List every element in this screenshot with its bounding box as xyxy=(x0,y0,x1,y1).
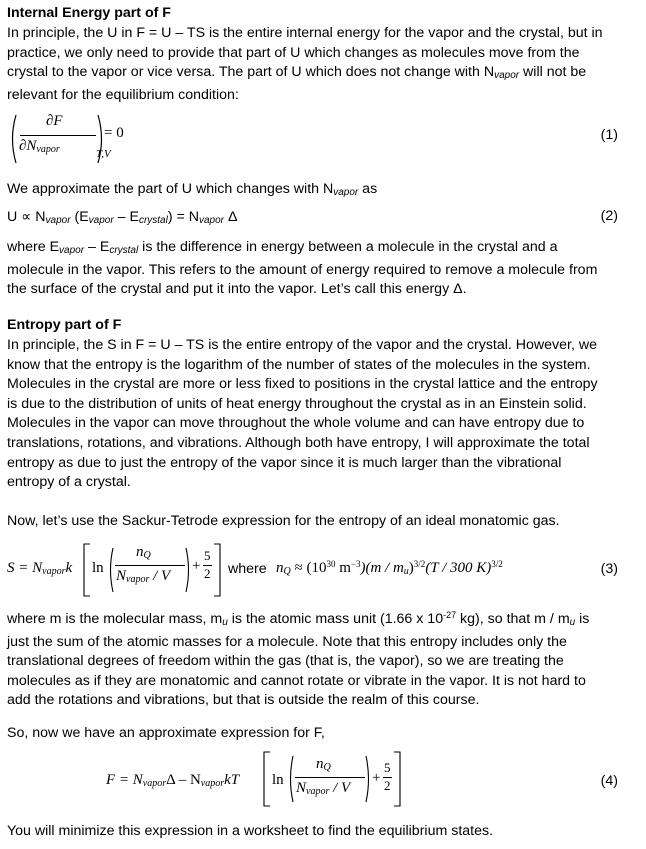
eq1-rhs: = 0 xyxy=(104,125,124,141)
entropy-paragraph xyxy=(7,336,639,493)
approx-line: We approximate the part of U which changes with $N_{vapor}$ as xyxy=(7,181,378,198)
text-line: add the rotations and vibrations, but that is outside the realm of this course. xyxy=(7,692,480,709)
eq3-lhs: $S = N_{vapor}k$ xyxy=(7,560,73,577)
eq1-numerator: ∂F xyxy=(46,113,63,129)
eq4-lhs: $F = N_{vapor}\Delta - N_{vapor}kT$ xyxy=(106,772,240,789)
text-line: the surface of the crystal and put it into the vapor. Let’s call this energy Δ. xyxy=(7,281,467,298)
text-line: know that the entropy is the logarithm of the number of states of the molecules in the system. xyxy=(7,356,591,373)
section-heading-internal-energy: Internal Energy part of F xyxy=(7,5,171,21)
eq4-fraction-bar xyxy=(295,777,365,778)
text-line: Molecules in the crystal are more or less fixed to positions in the crystal lattice and the entropy xyxy=(7,376,598,393)
text-line: molecules as if they are monatomic and cannot rotate or vibrate in the vapor. It is not hard to xyxy=(7,672,586,689)
eq3-number: (3) xyxy=(600,561,618,577)
approx-f-intro: So, now we have an approximate expression for F, xyxy=(7,725,325,741)
text-line: translations, rotations, and vibrations. Although both have entropy, I will approximate the total xyxy=(7,434,590,451)
text-line: molecule in the vapor. This refers to the amount of energy required to remove a molecule from xyxy=(7,261,598,278)
eq4-two: 2 xyxy=(384,778,391,793)
mass-paragraph xyxy=(7,606,639,711)
text-line: is due to the distribution of units of heat energy throughout the crystal as in an Einstein solid. xyxy=(7,395,587,412)
text-line: crystal to the vapor or vice versa. The part of U which does not change with $N_{vapor}$ will not be xyxy=(7,64,587,82)
text-line: entropy of a crystal. xyxy=(7,474,131,491)
eq1-number: (1) xyxy=(600,127,618,143)
text-line: where m is the molecular mass, $m_u$ is the atomic mass unit (1.66 x $10^{-27}$ kg), so that m / $m_u$ is xyxy=(7,610,590,628)
eq4-number: (4) xyxy=(600,773,618,789)
text-line: just the sum of the atomic masses for a molecule. Note that this entropy includes only the xyxy=(7,633,567,650)
eq4-five: 5 xyxy=(384,760,391,775)
eq1-fraction-bar xyxy=(20,135,96,136)
text-line: Molecules in the vapor can move throughout the whole volume and can have entropy due to xyxy=(7,415,585,432)
eq4-nq: $n_Q$ xyxy=(316,756,331,773)
section-heading-entropy: Entropy part of F xyxy=(7,317,122,333)
eq1-denominator: $\partial N_{vapor}$ xyxy=(19,138,60,155)
text-line: entropy as due to just the entropy of the vapor since it is much larger than the vibrational xyxy=(7,454,562,471)
eq1-subscript: T,V xyxy=(96,148,111,160)
eq3-plus: + xyxy=(192,558,201,574)
delta-paragraph xyxy=(7,238,639,300)
text-line: practice, we only need to provide that part of U which changes as molecules move from the xyxy=(7,44,580,61)
eq3-where: where xyxy=(228,561,267,577)
eq3-two: 2 xyxy=(204,566,211,581)
eq3-five: 5 xyxy=(204,548,211,563)
eq3-nq-definition: $n_Q \approx (10^{30}$ $m^{-3})(m / m_u)^{3/2}(T / 300$ K)$^{3/2}$ xyxy=(276,559,503,577)
text-line: where $E_{vapor} - E_{crystal}$ is the difference in energy between a molecule in the crystal and a xyxy=(7,239,558,256)
text-line: translational degrees of freedom within the gas (that is, the vapor), so we are treating the xyxy=(7,653,564,670)
eq4-ln: ln xyxy=(272,772,284,788)
equation-2: $U \propto N_{vapor}$ $(E_{vapor} - E_{crystal}) = N_{vapor}$ Δ xyxy=(7,209,238,226)
eq3-ln: ln xyxy=(92,560,104,576)
text-line: In principle, the U in F = U – TS is the entire internal energy for the vapor and the crystal, but in xyxy=(7,25,603,41)
sackur-tetrode-intro: Now, let’s use the Sackur-Tetrode expression for the entropy of an ideal monatomic gas. xyxy=(7,513,560,529)
eq4-den: $N_{vapor}$ / V xyxy=(296,780,351,797)
eq3-fraction-bar xyxy=(115,565,185,566)
closing-line: You will minimize this expression in a worksheet to find the equilibrium states. xyxy=(7,823,494,839)
internal-energy-paragraph xyxy=(7,24,639,105)
eq3-den: $N_{vapor}$ / V xyxy=(116,568,171,585)
text-line: In principle, the S in F = U – TS is the entire entropy of the vapor and the crystal. However, we xyxy=(7,337,597,353)
eq2-number: (2) xyxy=(600,208,618,224)
text-line: relevant for the equilibrium condition: xyxy=(7,86,239,103)
eq3-nq: $n_Q$ xyxy=(136,544,151,561)
eq4-plus: + xyxy=(372,770,381,786)
